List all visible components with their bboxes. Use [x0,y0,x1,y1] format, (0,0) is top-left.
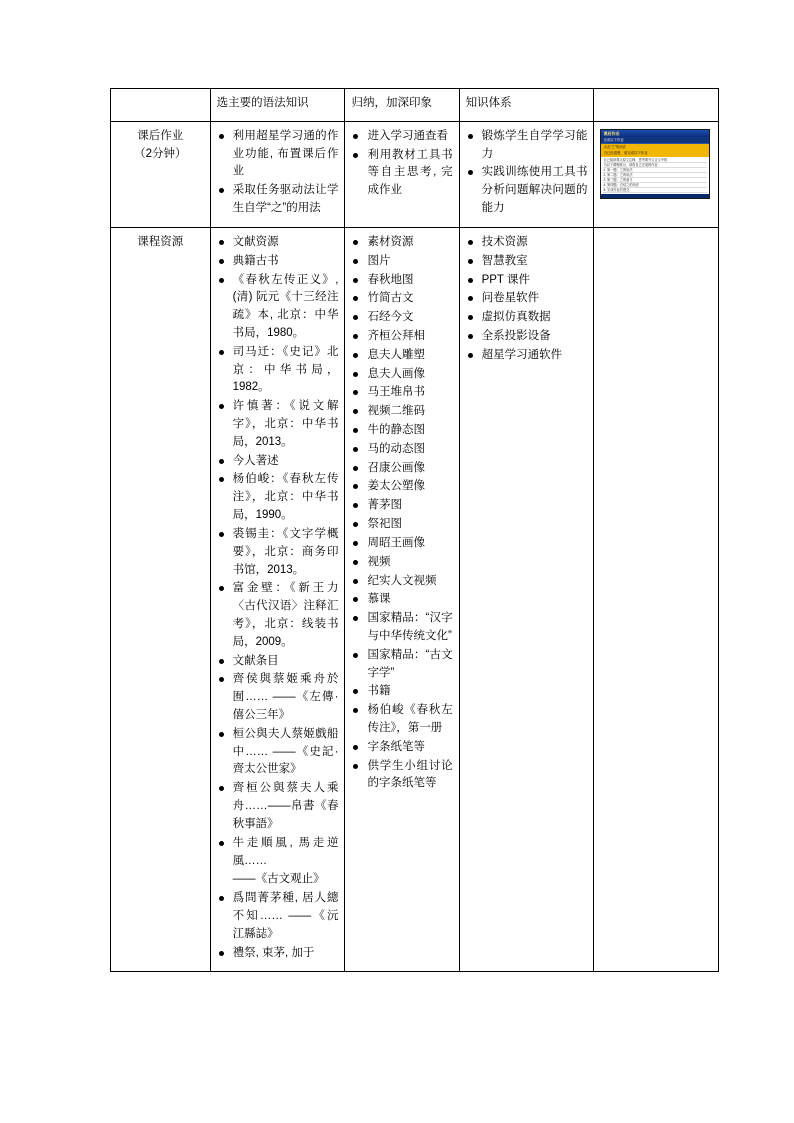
row-label-line: 课后作业 [137,129,184,142]
thumbnail-body-line: 3. 第三题：之的意义 [603,178,707,183]
list-item: 春秋地图 [351,272,452,290]
list-item-continuation: ——《古文观止》 [232,873,325,886]
list-item: 禮祭, 束茅, 加于 [217,945,339,963]
homework-screenshot-thumbnail [600,129,710,199]
list-item: 纪实人文视频 [351,573,452,591]
row-label-line: 课程资源 [137,235,184,248]
list-item: 文献条目 [217,653,339,671]
table-row [111,121,719,227]
list-item: 竹简古文 [351,290,452,308]
list-item: 供学生小组讨论的字条纸笔等 [351,758,452,794]
row2-resources [594,121,719,227]
list-item: 视频二维码 [351,403,452,421]
list-item: 字条纸笔等 [351,739,452,757]
list-item: 采取任务驱动法让学生自学“之”的用法 [217,182,339,218]
list-item: 今人著述 [217,453,339,471]
thumbnail-body-line: 5. 完成作业后提交 [603,188,707,193]
list-item: 齐桓公拜相 [351,328,452,346]
list-item: 锻炼学生自学学习能力 [466,128,588,164]
list-item: 视频 [351,554,452,572]
bullet-list [466,128,588,218]
row1-student-activity [345,89,459,122]
list-item: 典籍古书 [217,253,339,271]
list-item: 慕课 [351,591,452,609]
thumbnail-body-line: 4. 第四题：总结之的用法 [603,183,707,188]
row3-material-resources [345,227,459,972]
list-item: 富金壁：《新王力〈古代汉语〉注释汇考》，北京：线装书局，2009。 [217,580,339,651]
list-item: 息夫人画像 [351,366,452,384]
list-item: 进入学习通查看 [351,128,452,146]
text-line: 知识体系 [465,97,512,109]
list-item: 桓公與夫人蔡姬戲船中…… ——《史記·齊太公世家》 [217,726,339,779]
bullet-list [351,234,452,793]
list-item: 书籍 [351,683,452,701]
row3-resources-empty [594,227,719,972]
list-item: 智慧教室 [466,253,588,271]
thumbnail-body-line: 1. 第一题：之的用法 [603,168,707,173]
row3-literature-resources [210,227,345,972]
bullet-list [217,128,339,218]
list-item: 齊侯與蔡姬乘舟於囿…… ——《左傳·僖公三年》 [217,671,339,724]
list-item: 国家精品：“古文字学” [351,647,452,683]
list-item: 国家精品：“汉字与中华传统文化” [351,610,452,646]
list-item: 问卷星软件 [466,290,588,308]
bullet-list [466,234,588,365]
row1-design-intent [459,89,594,122]
thumbnail-body-line: 2. 第二题：之的用法 [603,173,707,178]
list-item: 利用教材工具书等自主思考, 完成作业 [351,147,452,200]
text-line: 选主要的语法知识 [216,97,309,109]
thumbnail-subtitle: 完成以下作业 [601,137,709,144]
row-label-line: （2分钟） [134,147,187,160]
list-item: PPT 课件 [466,272,588,290]
row1-teacher-activity [210,89,345,122]
list-item: 《春秋左传正义》,(清) 阮元《十三经注疏》本, 北京：中华书局，1980。 [217,272,339,343]
row-label-homework [111,121,211,227]
list-item: 马的动态图 [351,441,452,459]
lesson-plan-table [110,88,719,972]
row-label-cell [111,89,211,122]
list-item: 菁茅图 [351,497,452,515]
list-item: 周昭王画像 [351,535,452,553]
bullet-list [351,128,452,200]
list-item: 司马迁：《史记》北京：中华书局，1982。 [217,344,339,397]
thumbnail-body [601,157,709,194]
list-item: 技术资源 [466,234,588,252]
list-item: 利用超星学习通的作业功能, 布置课后作业 [217,128,339,181]
list-item: 召康公画像 [351,460,452,478]
list-item: 许慎著：《说文解字》，北京：中华书局，2013。 [217,398,339,451]
list-item: 爲問菁茅種, 居人總不知…… ——《沅江縣誌》 [217,890,339,943]
row3-technical-resources [459,227,594,972]
row2-teacher-activity [210,121,345,227]
thumbnail-body-line: 自己阅读课文原文注释，思考课外文言文中的 [603,158,707,163]
table-row [111,227,719,972]
bullet-list [217,234,339,963]
list-item: 牛走順風, 馬走逆風…… [217,835,339,871]
row2-student-activity [345,121,459,227]
list-item: 牛的静态图 [351,422,452,440]
thumbnail-bar-line2: 当已经清楚，请完成以下作业 [601,150,709,156]
list-item: 杨伯峻：《春秋左传注》，北京：中华书局，1990。 [217,471,339,524]
list-item: 石经今文 [351,309,452,327]
list-item: 杨伯峻《春秋左传注》，第一册 [351,702,452,738]
list-item: 姜太公塑像 [351,478,452,496]
list-item: 实践训练使用工具书分析问题解决问题的能力 [466,164,588,217]
text-line: 归纳，加深印象 [351,97,432,109]
list-item: 超星学习通软件 [466,347,588,365]
list-item: 文献资源 [217,234,339,252]
list-item: 息夫人雕塑 [351,347,452,365]
row-label-course-resources [111,227,211,972]
list-item: 虚拟仿真数据 [466,309,588,327]
list-item: 齊桓公與蔡夫人乘舟……——帛書《春秋事語》 [217,780,339,833]
list-item: 马王堆帛书 [351,384,452,402]
list-item: 裘锡圭：《文字学概要》，北京：商务印书馆，2013。 [217,526,339,579]
row2-design-intent [459,121,594,227]
thumbnail-body-line: 为以下课程练习，请将自己完成的作业 [603,163,707,168]
table-row [111,89,719,122]
list-item: 全系投影设备 [466,328,588,346]
list-item: 祭祀图 [351,516,452,534]
list-item: 图片 [351,253,452,271]
row1-resources [594,89,719,122]
list-item: 素材资源 [351,234,452,252]
thumbnail-bar-line1: 点击“之”的用法 [601,144,709,150]
thumbnail-title: 课后作业 [601,130,709,137]
